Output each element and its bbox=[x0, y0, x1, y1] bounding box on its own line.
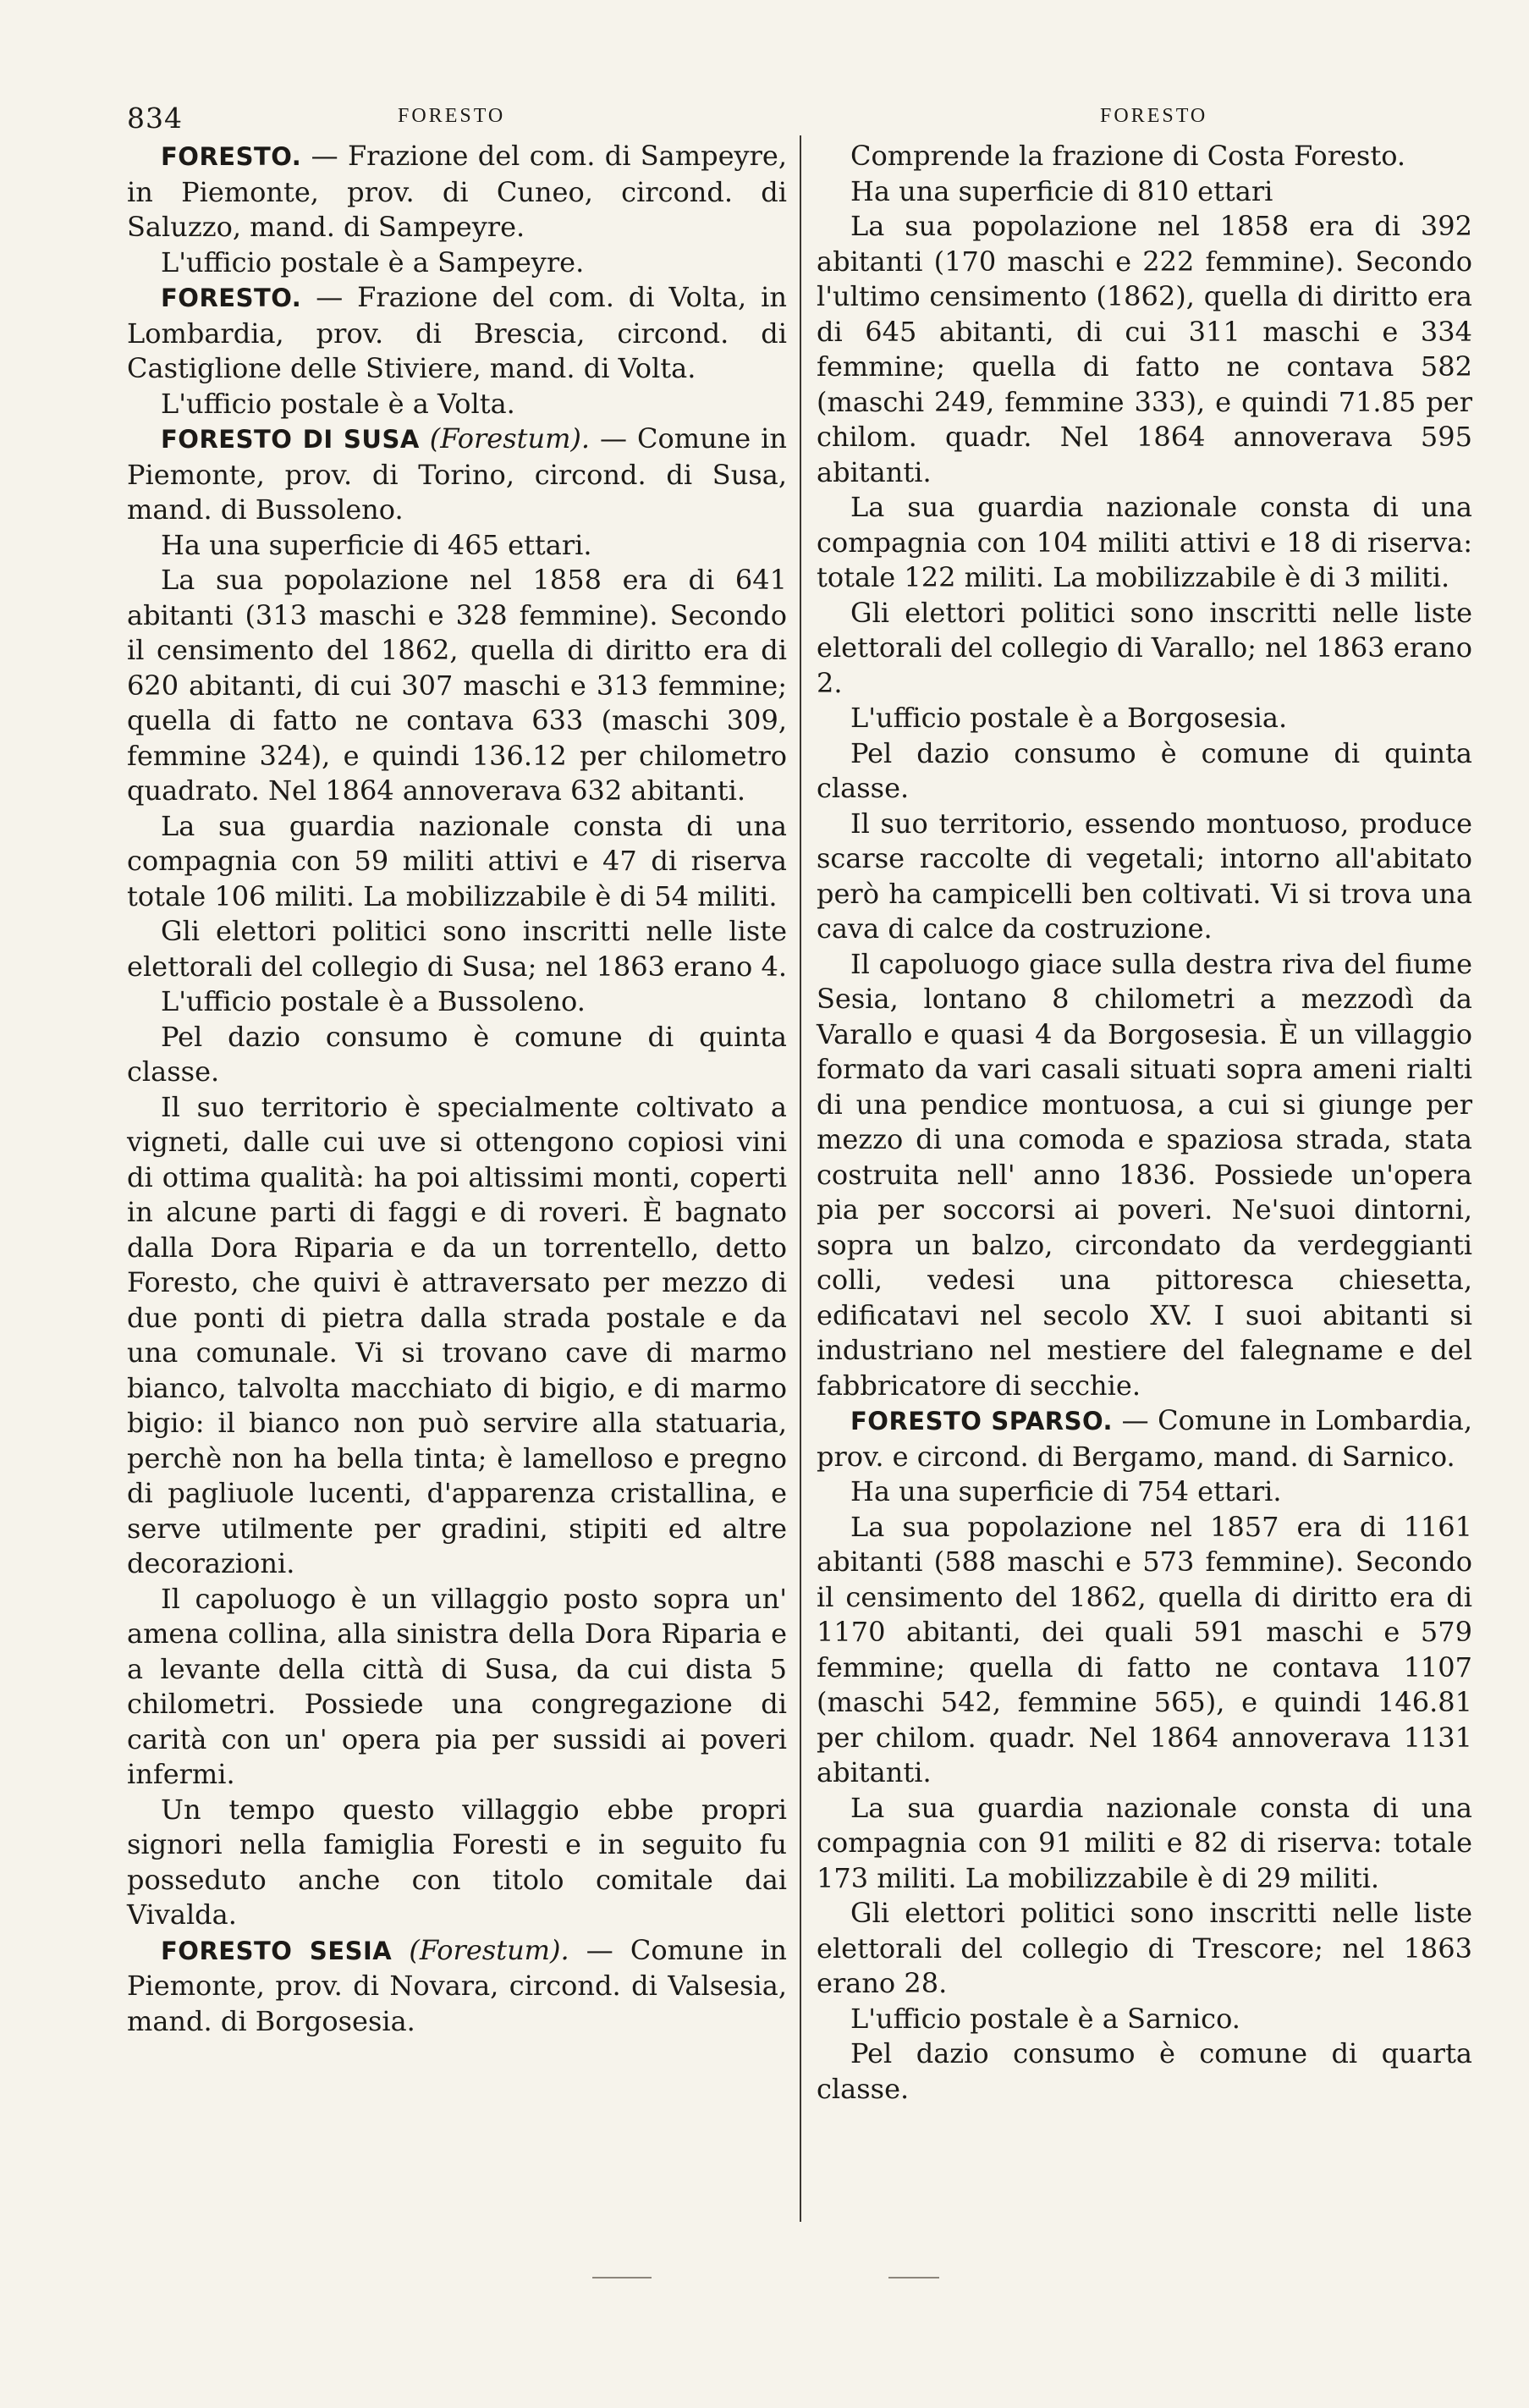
paragraph-text: Ha una superficie di 754 ettari. bbox=[850, 1475, 1282, 1507]
paragraph-text: Pel dazio consumo è comune di quarta classe. bbox=[817, 2037, 1472, 2105]
body-paragraph bbox=[127, 914, 787, 984]
body-paragraph bbox=[817, 736, 1472, 807]
entry-paragraph bbox=[127, 1933, 787, 2040]
running-head-left: FORESTO bbox=[398, 105, 506, 127]
paragraph-text: L'ufficio postale è a Sarnico. bbox=[850, 2002, 1240, 2035]
paragraph-text: La sua guardia nazionale consta di una compagnia con 59 militi attivi e 47 di riserva totale 106 militi. La mobilizzabile è di 54 militi. bbox=[127, 809, 787, 912]
paragraph-text: Pel dazio consumo è comune di quinta classe. bbox=[127, 1020, 787, 1088]
paragraph-text: Gli elettori politici sono inscritti nelle liste elettorali del collegio di Trescore; nel 1863 erano 28. bbox=[817, 1897, 1472, 1999]
body-paragraph bbox=[817, 947, 1472, 1404]
body-paragraph bbox=[817, 807, 1472, 947]
footer-rule-right bbox=[888, 2277, 939, 2279]
entry-paragraph bbox=[127, 280, 787, 387]
left-column bbox=[127, 139, 787, 2039]
paragraph-text: Il capoluogo è un villaggio posto sopra un' amena collina, alla sinistra della Dora Riparia e a levante della città di Susa, da cui dista 5 chilometri. Possiede una congregazione di carità con un' opera pia per sussidi ai poveri infermi. bbox=[127, 1582, 787, 1790]
entry-headword: FORESTO SPARSO. bbox=[850, 1407, 1114, 1435]
body-paragraph bbox=[817, 139, 1472, 174]
body-paragraph bbox=[817, 1896, 1472, 2002]
body-paragraph bbox=[127, 1582, 787, 1793]
paragraph-text: — Frazione del com. di Volta, in Lombardia, prov. di Brescia, circond. di Castiglione delle Stiviere, mand. di Volta. bbox=[127, 281, 787, 384]
entry-headword: FORESTO DI SUSA bbox=[161, 425, 420, 454]
paragraph-text: Pel dazio consumo è comune di quinta classe. bbox=[817, 736, 1472, 804]
paragraph-text: La sua guardia nazionale consta di una compagnia con 91 militi e 82 di riserva: totale 173 militi. La mobilizzabile è di 29 militi. bbox=[817, 1791, 1472, 1894]
right-column bbox=[817, 139, 1472, 2107]
entry-headword: FORESTO SESIA bbox=[161, 1936, 393, 1965]
paragraph-text: Comprende la frazione di Costa Foresto. bbox=[850, 140, 1406, 172]
paragraph-text: La sua popolazione nel 1857 era di 1161 abitanti (588 maschi e 573 femmine). Secondo il censimento del 1862, quella di diritto era di 1170 abitanti, dei quali 591 maschi e 579 femmine; quella di fatto ne contava 1107 (maschi 542, femmine 565), e quindi 146.81 per chilom. quadr. Nel 1864 annoverava 1131 abitanti. bbox=[817, 1510, 1472, 1788]
paragraph-text: L'ufficio postale è a Sampeyre. bbox=[161, 245, 585, 278]
paragraph-text: La sua popolazione nel 1858 era di 641 abitanti (313 maschi e 328 femmine). Secondo il censimento del 1862, quella di diritto era di 620 abitanti, di cui 307 maschi e 313 femmine; quella di fatto ne contava 633 (maschi 309, femmine 324), e quindi 136.12 per chilometro quadrato. Nel 1864 annoverava 632 abitanti. bbox=[127, 564, 787, 807]
entry-paragraph bbox=[127, 422, 787, 528]
body-paragraph bbox=[127, 563, 787, 809]
body-paragraph bbox=[817, 490, 1472, 596]
paragraph-text: Il suo territorio è specialmente coltivato a vigneti, dalle cui uve si ottengono copiosi vini di ottima qualità: ha poi altissimi monti, coperti in alcune parti di faggi e di roveri. È bagnato dalla Dora Riparia e da un torrentello, detto Foresto, che quivi è attraversato per mezzo di due ponti di pietra dalla strada postale e da una comunale. Vi si trovano cave di marmo bianco, talvolta macchiato di bigio, e di marmo bigio: il bianco non può servire alla statuaria, perchè non ha bella tinta; è lamelloso e pregno di pagliuole lucenti, d'apparenza cristallina, e serve utilmente per gradini, stipiti ed altre decorazioni. bbox=[127, 1090, 787, 1579]
latin-name: (Forestum). bbox=[409, 1933, 569, 1966]
paragraph-text: — Comune in Piemonte, prov. di Novara, circond. di Valsesia, mand. di Borgosesia. bbox=[127, 1933, 788, 2037]
page-number: 834 bbox=[127, 102, 183, 135]
entry-headword: FORESTO. bbox=[161, 142, 302, 171]
paragraph-text: Ha una superficie di 465 ettari. bbox=[161, 528, 592, 561]
body-paragraph bbox=[817, 1791, 1472, 1897]
paragraph-text: L'ufficio postale è a Bussoleno. bbox=[161, 985, 586, 1017]
body-paragraph bbox=[817, 596, 1472, 702]
body-paragraph bbox=[817, 209, 1472, 490]
body-paragraph bbox=[817, 1510, 1472, 1791]
body-paragraph bbox=[127, 528, 787, 564]
body-paragraph bbox=[817, 2002, 1472, 2037]
body-paragraph bbox=[817, 174, 1472, 210]
paragraph-text: Gli elettori politici sono inscritti nelle liste elettorali del collegio di Susa; nel 1863 erano 4. bbox=[127, 915, 788, 983]
paragraph-text: — Frazione del com. di Sampeyre, in Piemonte, prov. di Cuneo, circond. di Saluzzo, mand. di Sampeyre. bbox=[127, 140, 787, 243]
paragraph-text: Il suo territorio, essendo montuoso, produce scarse raccolte di vegetali; intorno all'abitato però ha campicelli ben coltivati. Vi si trova una cava di calce da costruzione. bbox=[817, 807, 1472, 945]
paragraph-text: L'ufficio postale è a Volta. bbox=[161, 387, 515, 420]
paragraph-text: La sua guardia nazionale consta di una compagnia con 104 militi attivi e 18 di riserva: totale 122 militi. La mobilizzabile è di 3 militi. bbox=[817, 491, 1472, 593]
body-paragraph bbox=[127, 387, 787, 422]
latin-name: (Forestum). bbox=[429, 422, 591, 455]
body-paragraph bbox=[817, 1474, 1472, 1510]
paragraph-text: Un tempo questo villaggio ebbe propri signori nella famiglia Foresti e in seguito fu posseduto anche con titolo comitale dai Vivalda. bbox=[127, 1793, 787, 1931]
column-divider bbox=[800, 135, 801, 2222]
paragraph-text: La sua popolazione nel 1858 era di 392 abitanti (170 maschi e 222 femmine). Secondo l'ultimo censimento (1862), quella di diritto era di 645 abitanti, di cui 311 maschi e 334 femmine; quella di fatto ne contava 582 (maschi 249, femmine 333), e quindi 71.85 per chilom. quadr. Nel 1864 annoverava 595 abitanti. bbox=[817, 210, 1472, 488]
body-paragraph bbox=[817, 701, 1472, 736]
entry-headword: FORESTO. bbox=[161, 284, 302, 312]
paragraph-text: Il capoluogo giace sulla destra riva del fiume Sesia, lontano 8 chilometri a mezzodì da Varallo e quasi 4 da Borgosesia. È un villaggio formato da vari casali situati sopra ameni rialti di una pendice montuosa, a cui si giunge per mezzo di una comoda e spaziosa strada, stata costruita nell' anno 1836. Possiede un'opera pia per soccorsi ai poveri. Ne'suoi dintorni, sopra un balzo, circondato da verdeggianti colli, vedesi una pittoresca chiesetta, edificatavi nel secolo XV. I suoi abitanti si industriano nel mestiere del falegname e del fabbricatore di secchie. bbox=[817, 947, 1472, 1402]
paragraph-text: L'ufficio postale è a Borgosesia. bbox=[850, 702, 1288, 734]
body-paragraph bbox=[127, 1090, 787, 1582]
running-head-right: FORESTO bbox=[1100, 105, 1208, 127]
footer-rule-left bbox=[592, 2277, 652, 2279]
paragraph-text: — Comune in Piemonte, prov. di Torino, circond. di Susa, mand. di Bussoleno. bbox=[127, 422, 788, 526]
body-paragraph bbox=[127, 1020, 787, 1090]
body-paragraph bbox=[127, 809, 787, 915]
paragraph-text: Ha una superficie di 810 ettari bbox=[850, 174, 1273, 207]
paragraph-text: Gli elettori politici sono inscritti nelle liste elettorali del collegio di Varallo; nel 1863 erano 2. bbox=[817, 596, 1472, 699]
paragraph-text: — Comune in Lombardia, prov. e circond. di Bergamo, mand. di Sarnico. bbox=[817, 1404, 1472, 1473]
entry-paragraph bbox=[127, 139, 787, 245]
body-paragraph bbox=[127, 1793, 787, 1933]
entry-paragraph bbox=[817, 1403, 1472, 1474]
body-paragraph bbox=[817, 2036, 1472, 2107]
body-paragraph bbox=[127, 245, 787, 281]
body-paragraph bbox=[127, 984, 787, 1020]
